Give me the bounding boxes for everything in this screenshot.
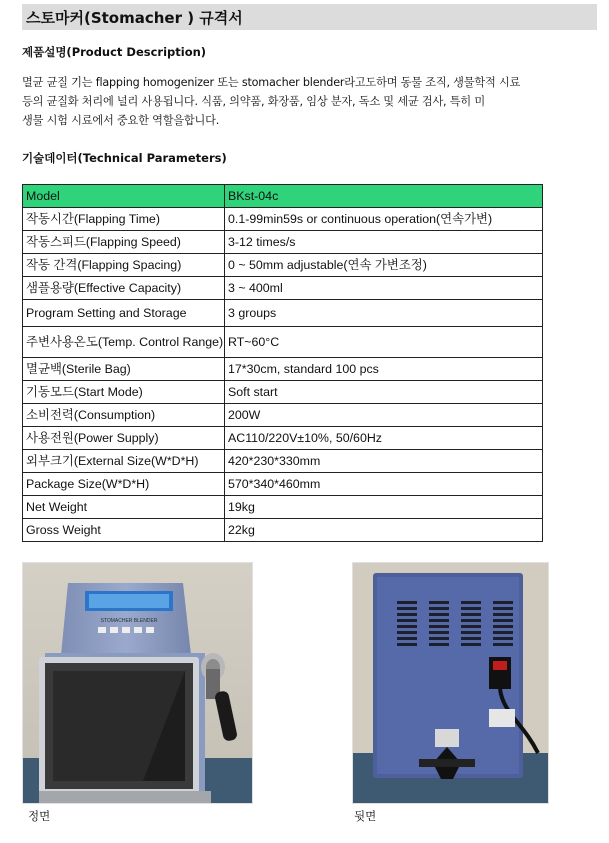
param-value: 570*340*460mm (225, 473, 543, 496)
param-label: 소비전력(Consumption) (23, 404, 225, 427)
description-line: 생물 시험 시료에서 중요한 역할을합니다. (22, 114, 220, 127)
front-panel-label: STOMACHER BLENDER (100, 618, 158, 624)
table-row (23, 327, 543, 358)
table-row (23, 496, 543, 519)
param-label: Net Weight (23, 496, 225, 519)
description-line: 멸균 균질 기는 flapping homogenizer 또는 stomacher blender라고도하며 동물 조직, 생물학적 시료 (22, 76, 521, 89)
param-label: Model (23, 185, 225, 208)
table-row (23, 358, 543, 381)
table-row (23, 254, 543, 277)
back-view-photo (352, 562, 549, 804)
param-value: AC110/220V±10%, 50/60Hz (225, 427, 543, 450)
param-value: 0.1-99min59s or continuous operation(연속가변) (225, 208, 543, 231)
table-row (23, 473, 543, 496)
back-view-illustration (353, 563, 548, 803)
table-row (23, 277, 543, 300)
param-label: Package Size(W*D*H) (23, 473, 225, 496)
technical-parameters-table (22, 184, 543, 542)
param-label: Program Setting and Storage (23, 300, 225, 327)
table-row (23, 185, 543, 208)
param-label: 주변사용온도(Temp. Control Range) (23, 327, 225, 358)
param-label: 외부크기(External Size(W*D*H) (23, 450, 225, 473)
param-label: 샘플용량(Effective Capacity) (23, 277, 225, 300)
param-label: Gross Weight (23, 519, 225, 542)
technical-parameters-heading: 기술데이터(Technical Parameters) (22, 151, 227, 165)
param-label: 작동시간(Flapping Time) (23, 208, 225, 231)
front-view-caption: 정면 (28, 809, 51, 823)
front-view-illustration (23, 563, 252, 803)
table-row (23, 404, 543, 427)
description-line: 등의 균질화 처리에 널리 사용됩니다. 식품, 의약품, 화장품, 임상 분자, 독소 및 세균 검사, 특히 미 (22, 95, 485, 108)
document-title: 스토마커(Stomacher ) 규격서 (26, 9, 243, 27)
table-row (23, 208, 543, 231)
param-label: 사용전원(Power Supply) (23, 427, 225, 450)
param-value: Soft start (225, 381, 543, 404)
table-row (23, 231, 543, 254)
table-row (23, 381, 543, 404)
param-value: 19kg (225, 496, 543, 519)
param-value: 200W (225, 404, 543, 427)
param-value: 3 ~ 400ml (225, 277, 543, 300)
table-row (23, 519, 543, 542)
table-row (23, 450, 543, 473)
back-view-caption: 뒷면 (354, 809, 377, 823)
product-description-heading: 제품설명(Product Description) (22, 45, 207, 59)
param-label: 작동 간격(Flapping Spacing) (23, 254, 225, 277)
param-label: 작동스피드(Flapping Speed) (23, 231, 225, 254)
title-bar (22, 4, 597, 30)
table-row (23, 427, 543, 450)
param-value: BKst-04c (225, 185, 543, 208)
param-value: 3-12 times/s (225, 231, 543, 254)
param-value: 17*30cm, standard 100 pcs (225, 358, 543, 381)
front-view-photo (22, 562, 253, 804)
param-value: 420*230*330mm (225, 450, 543, 473)
param-label: 기동모드(Start Mode) (23, 381, 225, 404)
param-value: 22kg (225, 519, 543, 542)
product-description-paragraph (22, 73, 604, 130)
param-value: RT~60°C (225, 327, 543, 358)
param-value: 0 ~ 50mm adjustable(연속 가변조정) (225, 254, 543, 277)
table-row (23, 300, 543, 327)
param-value: 3 groups (225, 300, 543, 327)
param-label: 멸균백(Sterile Bag) (23, 358, 225, 381)
